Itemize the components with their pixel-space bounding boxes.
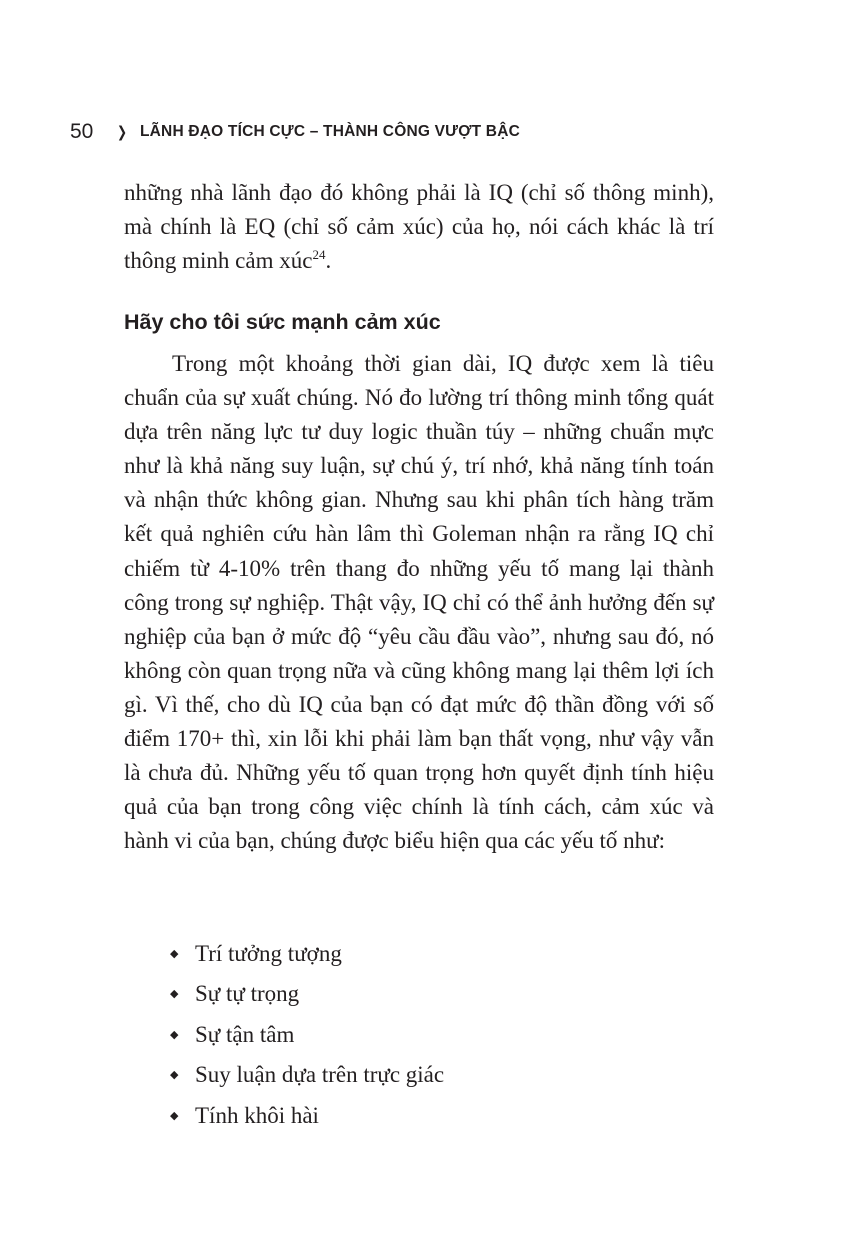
list-item-text: Trí tưởng tượng — [195, 941, 342, 966]
list-item-text: Sự tận tâm — [195, 1021, 295, 1047]
intro-paragraph — [124, 176, 714, 278]
diamond-bullet-icon: ◆ — [170, 1109, 179, 1122]
diamond-bullet-icon: ◆ — [170, 1028, 179, 1041]
intro-paragraph-text: những nhà lãnh đạo đó không phải là IQ (chỉ số thông minh), mà chính là EQ (chỉ số cảm xúc) của họ, nói cách khác là trí thông minh cảm xúc — [124, 180, 714, 274]
list-item-text: Tính khôi hài — [195, 1102, 319, 1128]
footnote-reference: 24 — [312, 247, 326, 263]
page-number: 50 — [70, 120, 94, 143]
bullet-list — [170, 937, 444, 1139]
list-item-text: Suy luận dựa trên trực giác — [195, 1062, 445, 1088]
intro-paragraph-end: . — [325, 248, 332, 274]
list-item — [170, 1018, 444, 1058]
list-item — [170, 977, 444, 1017]
diamond-bullet-icon: ◆ — [170, 948, 179, 960]
section-heading: Hãy cho tôi sức mạnh cảm xúc — [124, 310, 441, 334]
list-item — [170, 937, 444, 977]
list-item-text: Sự tự trọng — [195, 981, 300, 1007]
section-paragraph: Trong một khoảng thời gian dài, IQ được xem là tiêu chuẩn của sự xuất chúng. Nó đo lường trí thông minh tổng quát dựa trên năng lực tư duy logic thuần túy – những chuẩn mực như là khả năng suy luận, sự chú ý, trí nhớ, khả năng tính toán và nhận thức không gian. Nhưng sau khi phân tích hàng trăm kết quả nghiên cứu hàn lâm thì Goleman nhận ra rằng IQ chỉ chiếm từ 4-10% trên thang đo những yếu tố mang lại thành công trong sự nghiệp. Thật vậy, IQ chỉ có thể ảnh hưởng đến sự nghiệp của bạn ở mức độ “yêu cầu đầu vào”, nhưng sau đó, nó không còn quan trọng nữa và cũng không mang lại thêm lợi ích gì. Vì thế, cho dù IQ của bạn có đạt mức độ thần đồng với số điểm 170+ thì, xin lỗi khi phải làm bạn thất vọng, như vậy vẫn là chưa đủ. Những yếu tố quan trọng hơn quyết định tính hiệu quả của bạn trong công việc chính là tính cách, cảm xúc và hành vi của bạn, chúng được biểu hiện qua các yếu tố như: — [124, 351, 714, 854]
list-item — [170, 1099, 444, 1139]
list-item — [170, 1058, 444, 1098]
running-header — [70, 118, 520, 146]
diamond-bullet-icon: ◆ — [170, 1069, 179, 1082]
chevron-right-icon: ❯ — [116, 124, 128, 141]
diamond-bullet-icon: ◆ — [170, 988, 179, 1001]
running-title: LÃNH ĐẠO TÍCH CỰC – THÀNH CÔNG VƯỢT BẬC — [140, 123, 520, 140]
